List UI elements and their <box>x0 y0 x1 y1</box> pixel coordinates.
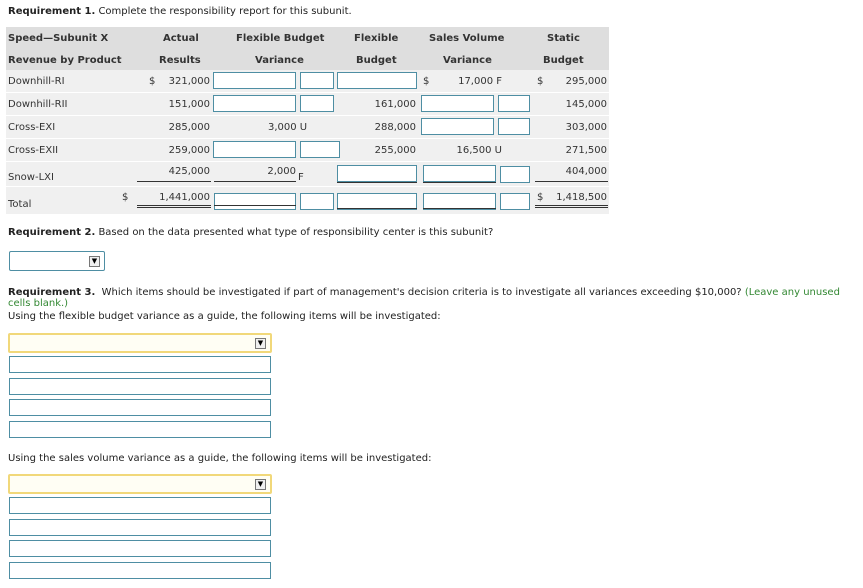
chevron-down-icon[interactable]: ▼ <box>255 479 266 490</box>
flex-investigate-item-5[interactable] <box>9 421 271 438</box>
svv-amount-snow-lxi[interactable] <box>423 165 496 182</box>
flex-investigate-item-2[interactable] <box>9 356 271 373</box>
sales-investigate-item-5[interactable] <box>9 562 271 579</box>
flex-cross-exii: 255,000 <box>374 145 416 156</box>
double-underline <box>535 207 608 208</box>
underline <box>337 182 417 183</box>
leave-blank-note: (Leave any unused cells blank.) <box>8 287 840 309</box>
header-sales-volume: Sales Volume <box>429 33 505 44</box>
header-actual: Actual <box>163 33 199 44</box>
header-results: Results <box>159 55 201 66</box>
requirement-1-heading: Requirement 1. Complete the responsibility report for this subunit. <box>8 6 352 17</box>
double-underline <box>137 205 211 206</box>
fbv-amount-downhill-rii[interactable] <box>213 95 296 112</box>
svv-fu-downhill-rii[interactable] <box>498 95 530 112</box>
row-label-cross-exi: Cross-EXI <box>8 122 56 133</box>
header-fbv-variance: Variance <box>255 55 304 66</box>
currency-symbol: $ <box>537 76 544 87</box>
actual-cross-exii: 259,000 <box>168 145 210 156</box>
chevron-down-icon[interactable]: ▼ <box>89 256 100 267</box>
sales-investigate-item-4[interactable] <box>9 540 271 557</box>
actual-snow-lxi: 425,000 <box>168 166 210 177</box>
fbv-snow-lxi-f: F <box>298 172 304 183</box>
svv-cross-exii: 16,500 U <box>456 145 502 156</box>
currency-symbol: $ <box>423 76 430 87</box>
flex-cross-exi: 288,000 <box>374 122 416 133</box>
fbv-fu-total[interactable] <box>300 193 334 210</box>
responsibility-center-select[interactable] <box>9 251 105 271</box>
flex-budget-snow-lxi[interactable] <box>337 165 417 182</box>
underline <box>214 181 296 182</box>
svv-fu-cross-exi[interactable] <box>498 118 530 135</box>
flex-investigate-select-1[interactable] <box>8 333 272 353</box>
svv-amount-downhill-rii[interactable] <box>421 95 494 112</box>
header-static: Static <box>547 33 580 44</box>
fbv-fu-downhill-ri[interactable] <box>300 72 334 89</box>
static-cross-exii: 271,500 <box>565 145 607 156</box>
fbv-amount-cross-exii[interactable] <box>213 141 296 158</box>
fbv-amount-downhill-ri[interactable] <box>213 72 296 89</box>
fbv-cross-exi: 3,000 U <box>268 122 308 133</box>
requirement-3-heading: Requirement 3. Which items should be investigated if part of management's decision criteria is to investigate all variances exceeding $10,000? (Leave any unused cells blank.) <box>8 287 840 309</box>
actual-cross-exi: 285,000 <box>168 122 210 133</box>
underline <box>535 181 608 182</box>
row-divider <box>6 161 609 162</box>
sales-investigate-item-2[interactable] <box>9 497 271 514</box>
static-total: 1,418,500 <box>556 192 607 203</box>
actual-total: 1,441,000 <box>159 192 210 203</box>
header-flexible-budget: Flexible Budget <box>236 33 325 44</box>
header-flexible: Flexible <box>354 33 399 44</box>
actual-downhill-rii: 151,000 <box>168 99 210 110</box>
fbv-fu-downhill-rii[interactable] <box>300 95 334 112</box>
header-flex-budget: Budget <box>356 55 397 66</box>
sales-variance-guide-text: Using the sales volume variance as a guide, the following items will be investigated: <box>8 453 432 464</box>
underline <box>423 182 496 183</box>
sales-investigate-item-3[interactable] <box>9 519 271 536</box>
double-underline <box>337 208 417 209</box>
row-divider <box>6 138 609 139</box>
fbv-fu-cross-exii[interactable] <box>300 141 340 158</box>
requirement-2-heading: Requirement 2. Based on the data presented what type of responsibility center is this subunit? <box>8 227 494 238</box>
chevron-down-icon[interactable]: ▼ <box>255 338 266 349</box>
header-title: Speed—Subunit X <box>8 33 109 44</box>
fbv-snow-lxi: 2,000 <box>267 166 296 177</box>
sales-investigate-select-1[interactable] <box>8 474 272 494</box>
flex-investigate-item-3[interactable] <box>9 378 271 395</box>
double-underline <box>423 208 496 209</box>
flex-investigate-item-4[interactable] <box>9 399 271 416</box>
header-static-budget: Budget <box>543 55 584 66</box>
flex-budget-downhill-ri[interactable] <box>337 72 417 89</box>
currency-symbol: $ <box>149 76 156 87</box>
static-downhill-ri: 295,000 <box>565 76 607 87</box>
row-label-snow-lxi: Snow-LXI <box>8 172 54 183</box>
currency-symbol: $ <box>122 192 129 203</box>
header-subtitle: Revenue by Product <box>8 55 122 66</box>
header-svv-variance: Variance <box>443 55 492 66</box>
row-label-total: Total <box>8 199 32 210</box>
svv-downhill-ri: 17,000 F <box>458 76 502 87</box>
static-snow-lxi: 404,000 <box>565 166 607 177</box>
static-cross-exi: 303,000 <box>565 122 607 133</box>
svv-fu-total[interactable] <box>500 193 530 210</box>
currency-symbol: $ <box>537 192 544 203</box>
svv-amount-cross-exi[interactable] <box>421 118 494 135</box>
underline <box>137 181 211 182</box>
row-divider <box>6 92 609 93</box>
double-underline <box>535 205 608 206</box>
double-underline <box>214 205 296 206</box>
actual-downhill-ri: 321,000 <box>168 76 210 87</box>
row-label-cross-exii: Cross-EXII <box>8 145 59 156</box>
fbv-amount-total[interactable] <box>214 193 296 210</box>
static-downhill-rii: 145,000 <box>565 99 607 110</box>
double-underline <box>137 207 211 208</box>
svv-fu-snow-lxi[interactable] <box>500 166 530 183</box>
row-divider <box>6 115 609 116</box>
row-label-downhill-rii: Downhill-RII <box>8 99 68 110</box>
flex-variance-guide-text: Using the flexible budget variance as a guide, the following items will be investigated: <box>8 311 441 322</box>
flex-downhill-rii: 161,000 <box>374 99 416 110</box>
row-label-downhill-ri: Downhill-RI <box>8 76 65 87</box>
row-divider <box>6 186 609 187</box>
